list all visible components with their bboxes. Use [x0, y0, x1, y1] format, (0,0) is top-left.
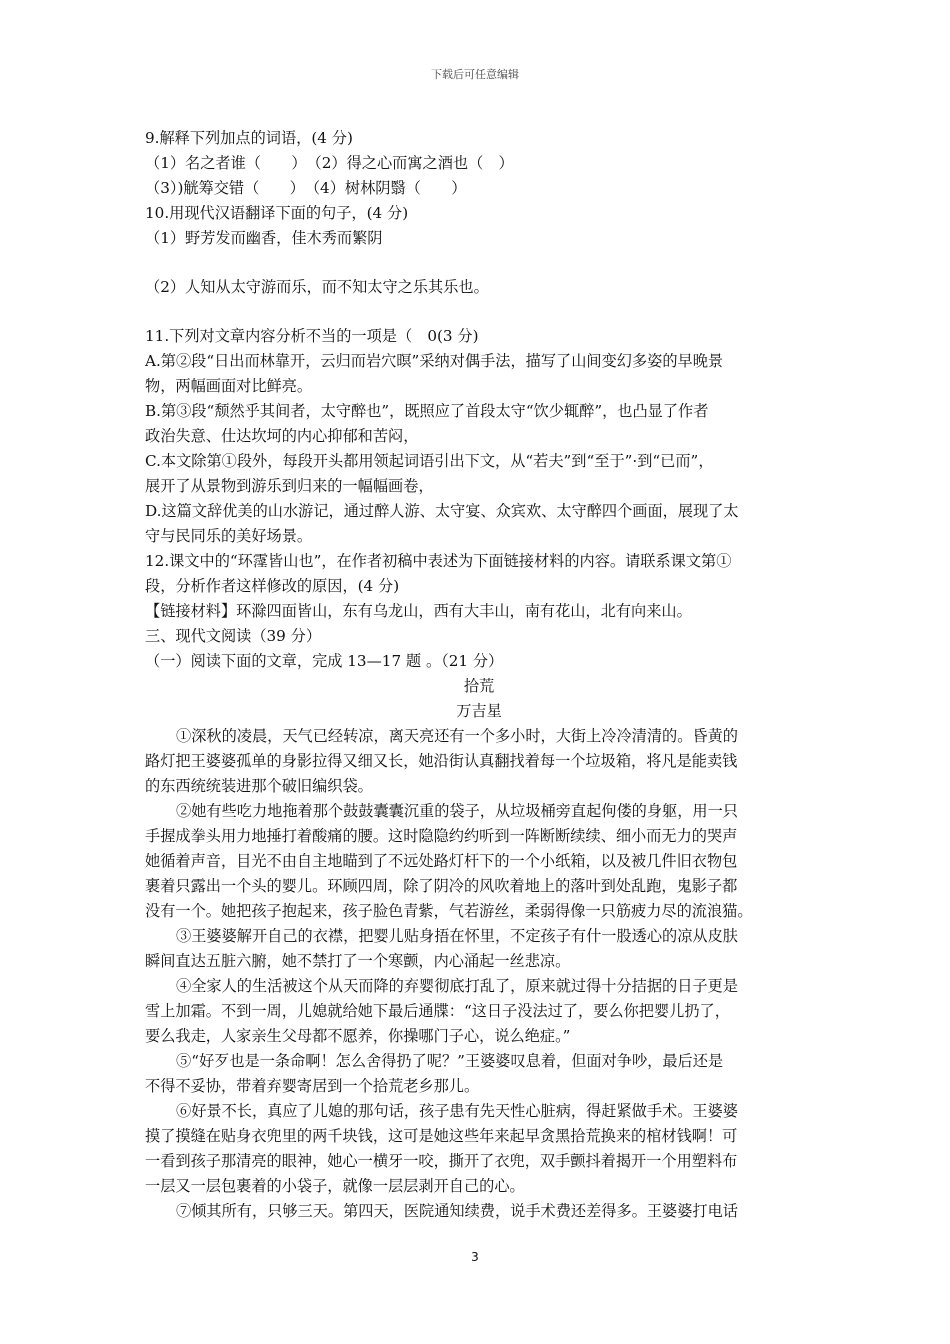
article-line: 一看到孩子那清亮的眼神，她心一横牙一咬，撕开了衣兜，双手颤抖着揭开一个用塑料布: [145, 1152, 738, 1170]
question-12-line: 段，分析作者这样修改的原因，(4 分): [145, 577, 400, 595]
question-10-title: 10.用现代汉语翻译下面的句子，(4 分): [145, 204, 409, 222]
article-line: 瞬间直达五脏六腑，她不禁打了一个寒颤，内心涌起一丝悲凉。: [145, 952, 571, 970]
answer-space: [145, 251, 813, 275]
question-9-row-1: （1）名之者谁（ ） （2）得之心而寓之酒也（ ）: [145, 154, 514, 172]
article-title: 拾荒: [463, 677, 495, 695]
question-11-line: 守与民同乐的美好场景。: [145, 527, 313, 545]
question-10-item-1: （1）野芳发而幽香，佳木秀而繁阴: [145, 229, 383, 247]
question-11-line: C.本文除第①段外，每段开头都用领起词语引出下文，从“若夫”到“至于”·到“已而”，: [145, 452, 714, 470]
article-line: 摸了摸缝在贴身衣兜里的两千块钱，这可是她这些年来起早贪黑拾荒换来的棺材钱啊！可: [145, 1127, 738, 1145]
article-line: ③王婆婆解开自己的衣襟，把婴儿贴身捂在怀里，不定孩子有什一股透心的凉从皮肤: [176, 927, 738, 945]
article-line: 一层又一层包裹着的小袋子，就像一层层剥开自己的心。: [145, 1177, 525, 1195]
article-line: ⑥好景不长，真应了儿媳的那句话，孩子患有先天性心脏病，得赶紧做手术。王婆婆: [176, 1102, 738, 1120]
question-9-title: 9.解释下列加点的词语，(4 分): [145, 129, 353, 147]
article-line: 不得不妥协，带着弃婴寄居到一个拾荒老乡那儿。: [145, 1077, 480, 1095]
section-3-title: 三、现代文阅读（39 分）: [145, 627, 322, 645]
document-body: [145, 126, 813, 1224]
question-11-line: B.第③段“颓然乎其间者，太守醉也”，既照应了首段太守“饮少辄醉”，也凸显了作者: [145, 402, 709, 420]
article-line: 路灯把王婆婆孤单的身影拉得又细又长，她沿街认真翻找着每一个垃圾箱，将凡是能卖钱: [145, 752, 738, 770]
question-12-line: 12.课文中的“环霪皆山也”，在作者初稿中表述为下面链接材料的内容。请联系课文第①: [145, 552, 732, 570]
article-line: 的东西统统装进那个破旧编织袋。: [145, 777, 373, 795]
question-11-line: 展开了从景物到游乐到归来的一幅幅画卷，: [145, 477, 434, 495]
article-line: 没有一个。她把孩子抱起来，孩子脸色青紫，气若游丝，柔弱得像一只筋疲力尽的流浪猫。: [145, 902, 753, 920]
answer-space: [145, 300, 813, 324]
page-number: 3: [471, 1250, 479, 1264]
question-11-line: D.这篇文辞优美的山水游记，通过醉人游、太守宴、众宾欢、太守醉四个画面，展现了太: [145, 502, 739, 520]
question-11-line: A.第②段“日出而林靠开，云归而岩穴暝”采纳对偶手法，描写了山间变幻多姿的早晚景: [145, 352, 724, 370]
question-11-line: 物，两幅画面对比鲜亮。: [145, 377, 313, 395]
question-11-title: 11.下列对文章内容分析不当的一项是（ 0(3 分): [145, 327, 479, 345]
question-11-line: 政治失意、仕达坎坷的内心抑郁和苦闷，: [145, 427, 419, 445]
article-line: ①深秋的凌晨，天气已经转凉，离天亮还有一个多小时，大街上冷冷清清的。昏黄的: [176, 727, 738, 745]
section-3-subtitle: （一）阅读下面的文章，完成 13—17 题 。（21 分）: [145, 652, 504, 670]
article-author: 万吉星: [456, 702, 502, 720]
article-line: ⑤“好歹也是一条命啊！怎么舍得扔了呢？”王婆婆叹息着，但面对争吵，最后还是: [176, 1052, 724, 1070]
question-10-item-2: （2）人知从太守游而乐，而不知太守之乐其乐也。: [145, 278, 489, 296]
question-9-row-2: （3）)觥筹交错（ ） （4）树林阴翳（ ）: [145, 179, 467, 197]
article-line: ②她有些吃力地拖着那个鼓鼓囊囊沉重的袋子，从垃圾桶旁直起佝偻的身躯，用一只: [176, 802, 738, 820]
article-line: 她循着声音，目光不由自主地瞄到了不远处路灯杆下的一个小纸箱，以及被几件旧衣物包: [145, 852, 738, 870]
article-line: 要么我走，人家亲生父母都不愿养，你操哪门子心，说么绝症。”: [145, 1027, 571, 1045]
article-line: 手握成拳头用力地捶打着酸痛的腰。这时隐隐约约听到一阵断断续续、细小而无力的哭声: [145, 827, 738, 845]
page-header-note: 下载后可任意编辑: [431, 68, 519, 81]
article-line: 雪上加霜。不到一周，儿媳就给她下最后通牒：“这日子没法过了，要么你把婴儿扔了，: [145, 1002, 730, 1020]
article-line: ⑦倾其所有，只够三天。第四天，医院通知续费，说手术费还差得多。王婆婆打电话: [176, 1202, 738, 1220]
article-line: ④全家人的生活被这个从天而降的弃婴彻底打乱了，原来就过得十分拮据的日子更是: [176, 977, 738, 995]
question-12-line: 【链接材料】环滁四面皆山，东有乌龙山，西有大丰山，南有花山，北有向来山。: [145, 602, 692, 620]
article-body: [145, 724, 813, 1224]
article-line: 裹着只露出一个头的婴儿。环顾四周，除了阴冷的风吹着地上的落叶到处乱跑，鬼影子都: [145, 877, 738, 895]
